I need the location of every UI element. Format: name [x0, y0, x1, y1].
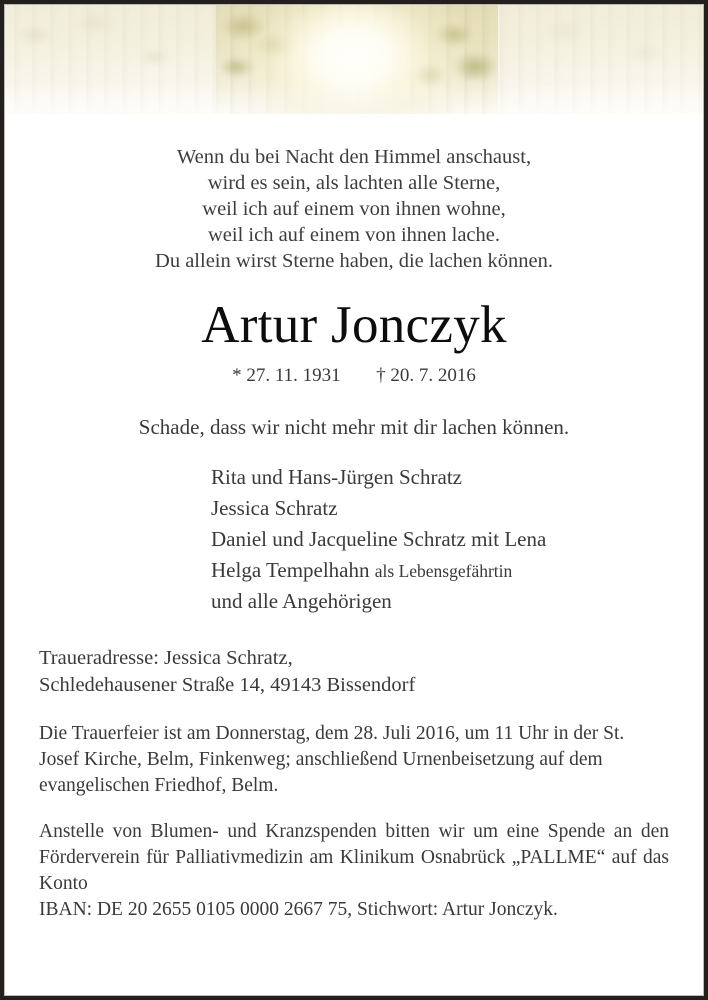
memorial-poem [39, 144, 669, 274]
mourner-name: Daniel und Jacqueline Schratz mit Lena [211, 527, 547, 551]
life-dates [39, 364, 669, 388]
mourners-list [39, 462, 669, 617]
donation-request [39, 819, 669, 923]
poem-line-4: weil ich auf einem von ihnen lache. [207, 224, 500, 246]
mourner-line [211, 555, 669, 586]
mourner-name: Rita und Hans-Jürgen Schratz [211, 465, 462, 489]
poem-line-3: weil ich auf einem von ihnen wohne, [202, 198, 506, 220]
poem-line-2: wird es sein, als lachten alle Sterne, [207, 172, 501, 194]
mourner-line [211, 493, 669, 524]
donation-iban-line: IBAN: DE 20 2655 0105 0000 2667 75, Stichwort: Artur Jonczyk. [39, 899, 558, 920]
donation-text: Anstelle von Blumen- und Kranzspenden bitten wir um eine Spende an den Förderverein für Palliativmedizin am Klinikum Osnabrück „PALLME“ auf das Konto [39, 821, 669, 894]
mourner-line [211, 586, 669, 617]
death-symbol: † [376, 365, 386, 386]
mourner-name: Jessica Schratz [211, 496, 338, 520]
deceased-name: Artur Jonczyk [201, 296, 507, 354]
death-date: 20. 7. 2016 [390, 365, 476, 386]
grief-address [39, 645, 669, 699]
poem-line-5: Du allein wirst Sterne haben, die lachen können. [155, 250, 553, 272]
funeral-ceremony-details: Die Trauerfeier ist am Donnerstag, dem 28. Juli 2016, um 11 Uhr in der St. Josef Kirche, Belm, Finkenweg; anschließend Urnenbeisetzung auf dem evangelischen Friedhof, Belm. [39, 723, 625, 796]
grief-address-line-2: Schledehausener Straße 14, 49143 Bissendorf [39, 674, 416, 696]
grief-address-line-1: Traueradresse: Jessica Schratz, [39, 647, 293, 669]
birth-date: 27. 11. 1931 [246, 365, 341, 386]
mourner-line [211, 524, 669, 555]
poem-line-1: Wenn du bei Nacht den Himmel anschaust, [176, 146, 532, 168]
mourner-line [211, 462, 669, 493]
death-notice-inner-frame [4, 4, 704, 996]
notice-body [5, 114, 703, 995]
mourner-relation: als Lebensgefährtin [374, 561, 513, 581]
header-image-bottom-fade [5, 5, 703, 114]
mourner-name: und alle Angehörigen [211, 589, 392, 613]
farewell-message: Schade, dass wir nicht mehr mit dir lachen können. [138, 415, 570, 439]
header-forest-path-image [5, 5, 703, 114]
mourner-name: Helga Tempelhahn [211, 558, 375, 582]
birth-symbol: * [232, 365, 242, 386]
